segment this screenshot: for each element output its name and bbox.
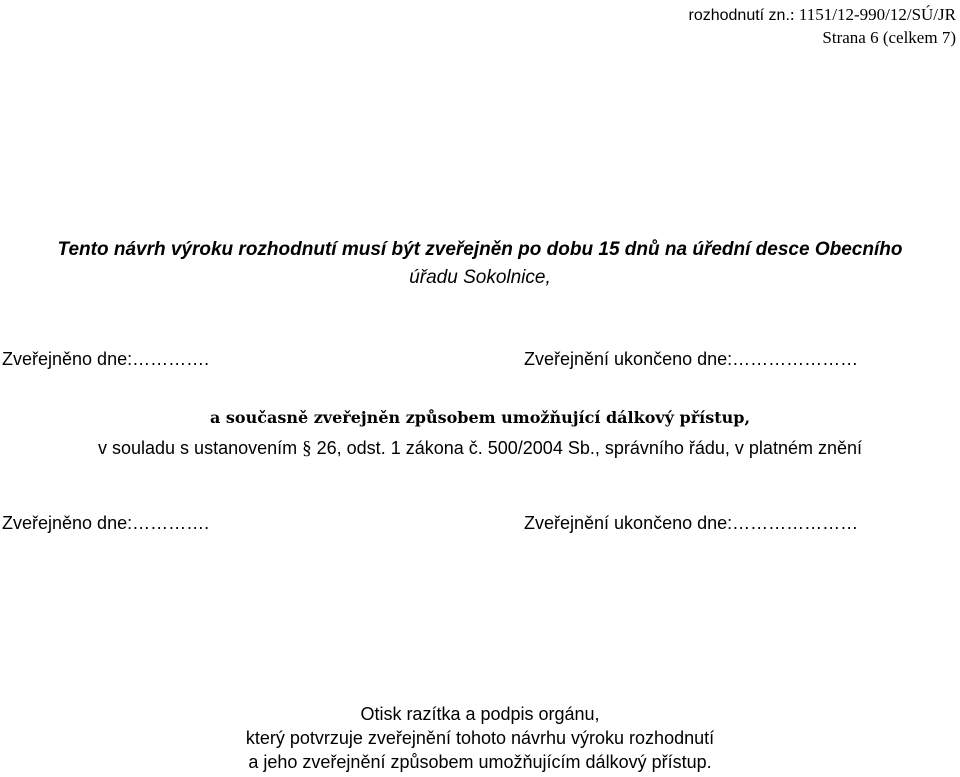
publication-ended-date-field: Zveřejnění ukončeno dne:…………………	[524, 349, 859, 369]
decision-reference	[689, 4, 957, 27]
published-date-field: Zveřejněno dne:………….	[2, 513, 210, 533]
page-number: Strana 6 (celkem 7)	[822, 28, 956, 47]
section-sign: §	[302, 438, 312, 459]
publication-notice-line-2: úřadu Sokolnice,	[409, 267, 551, 288]
page-header	[689, 4, 957, 49]
publication-notice-line-1: Tento návrh výroku rozhodnutí musí být zveřejněn po dobu 15 dnů na úřední desce Obecního	[57, 239, 903, 260]
remote-access-line-2	[0, 433, 960, 464]
publication-ended-date-field: Zveřejnění ukončeno dne:…………………	[524, 513, 859, 533]
decision-reference-label: rozhodnutí zn.	[688, 7, 790, 24]
stamp-line-2: který potvrzuje zveřejnění tohoto návrhu výroku rozhodnutí	[245, 728, 715, 748]
stamp-line-1: Otisk razítka a podpis orgánu,	[360, 704, 600, 724]
remote-access-line-1: a současně zveřejněn způsobem umožňující dálkový přístup,	[209, 408, 751, 427]
stamp-line-3: a jeho zveřejnění způsobem umožňujícím dálkový přístup.	[248, 752, 712, 772]
publication-notice	[0, 236, 960, 292]
remote-access-notice	[0, 403, 960, 464]
remote-access-line-2-end: 26, odst. 1 zákona č. 500/2004 Sb., správního řádu, v platném znění	[311, 438, 862, 458]
remote-access-line-2-start: v souladu s ustanovením	[98, 438, 298, 458]
published-date-field: Zveřejněno dne:………….	[2, 349, 210, 369]
decision-reference-number: : 1151/12-990/12/SÚ/JR	[789, 5, 956, 24]
stamp-signature-block	[0, 702, 960, 774]
